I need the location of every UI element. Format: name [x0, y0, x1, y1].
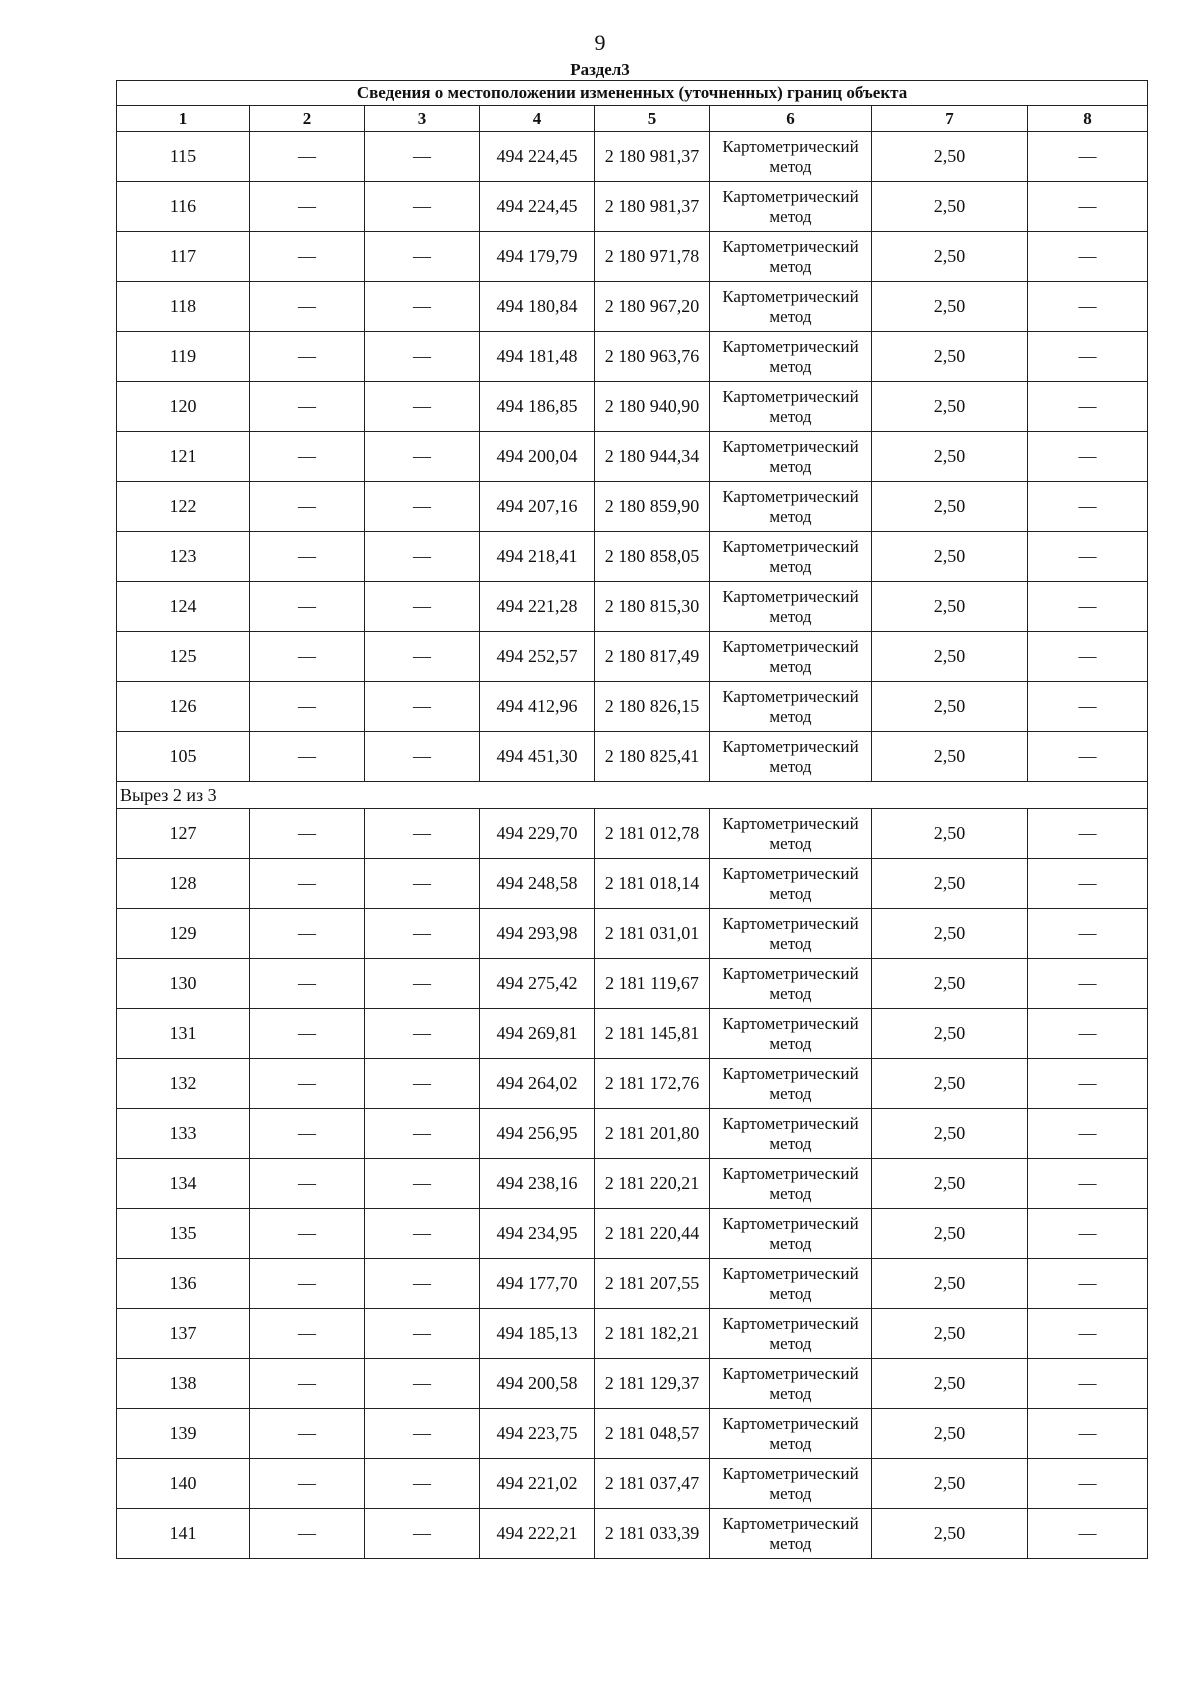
- table-row: [117, 1259, 1148, 1309]
- method-cell: Картометрический метод: [710, 1059, 872, 1109]
- point-number-cell: 117: [117, 232, 250, 282]
- section-label: Вырез 2 из 3: [117, 782, 1148, 809]
- point-number-cell: 138: [117, 1359, 250, 1409]
- table-title: Сведения о местоположении измененных (уточненных) границ объекта: [117, 81, 1148, 106]
- point-number-cell: 139: [117, 1409, 250, 1459]
- empty-dash-cell: —: [365, 682, 480, 732]
- empty-dash-cell: —: [1028, 332, 1148, 382]
- table-row: [117, 682, 1148, 732]
- y-coordinate-cell: 2 180 858,05: [595, 532, 710, 582]
- x-coordinate-cell: 494 275,42: [480, 959, 595, 1009]
- method-cell: Картометрический метод: [710, 809, 872, 859]
- empty-dash-cell: —: [365, 382, 480, 432]
- empty-dash-cell: —: [365, 332, 480, 382]
- y-coordinate-cell: 2 181 182,21: [595, 1309, 710, 1359]
- column-number: 3: [365, 106, 480, 132]
- empty-dash-cell: —: [365, 859, 480, 909]
- method-cell: Картометрический метод: [710, 632, 872, 682]
- method-cell: Картометрический метод: [710, 582, 872, 632]
- method-cell: Картометрический метод: [710, 282, 872, 332]
- empty-dash-cell: —: [250, 1009, 365, 1059]
- y-coordinate-cell: 2 181 129,37: [595, 1359, 710, 1409]
- method-cell: Картометрический метод: [710, 232, 872, 282]
- table-row: [117, 1159, 1148, 1209]
- method-cell: Картометрический метод: [710, 1209, 872, 1259]
- x-coordinate-cell: 494 293,98: [480, 909, 595, 959]
- column-number: 6: [710, 106, 872, 132]
- point-number-cell: 118: [117, 282, 250, 332]
- empty-dash-cell: —: [1028, 1259, 1148, 1309]
- method-cell: Картометрический метод: [710, 1309, 872, 1359]
- empty-dash-cell: —: [365, 632, 480, 682]
- empty-dash-cell: —: [1028, 1459, 1148, 1509]
- y-coordinate-cell: 2 181 048,57: [595, 1409, 710, 1459]
- x-coordinate-cell: 494 177,70: [480, 1259, 595, 1309]
- precision-cell: 2,50: [872, 1109, 1028, 1159]
- column-number: 2: [250, 106, 365, 132]
- column-number: 5: [595, 106, 710, 132]
- empty-dash-cell: —: [250, 1209, 365, 1259]
- empty-dash-cell: —: [250, 1309, 365, 1359]
- empty-dash-cell: —: [365, 482, 480, 532]
- table-row: [117, 582, 1148, 632]
- y-coordinate-cell: 2 180 826,15: [595, 682, 710, 732]
- precision-cell: 2,50: [872, 1459, 1028, 1509]
- empty-dash-cell: —: [365, 1109, 480, 1159]
- table-row: [117, 959, 1148, 1009]
- precision-cell: 2,50: [872, 632, 1028, 682]
- empty-dash-cell: —: [250, 1509, 365, 1559]
- precision-cell: 2,50: [872, 809, 1028, 859]
- x-coordinate-cell: 494 269,81: [480, 1009, 595, 1059]
- precision-cell: 2,50: [872, 282, 1028, 332]
- empty-dash-cell: —: [365, 1509, 480, 1559]
- table-body: [117, 132, 1148, 1559]
- empty-dash-cell: —: [250, 632, 365, 682]
- point-number-cell: 132: [117, 1059, 250, 1109]
- empty-dash-cell: —: [250, 859, 365, 909]
- empty-dash-cell: —: [1028, 1309, 1148, 1359]
- table-row: [117, 1109, 1148, 1159]
- empty-dash-cell: —: [1028, 732, 1148, 782]
- precision-cell: 2,50: [872, 532, 1028, 582]
- point-number-cell: 136: [117, 1259, 250, 1309]
- precision-cell: 2,50: [872, 1209, 1028, 1259]
- empty-dash-cell: —: [1028, 682, 1148, 732]
- empty-dash-cell: —: [250, 1109, 365, 1159]
- empty-dash-cell: —: [250, 282, 365, 332]
- empty-dash-cell: —: [250, 532, 365, 582]
- column-number: 1: [117, 106, 250, 132]
- empty-dash-cell: —: [1028, 482, 1148, 532]
- point-number-cell: 129: [117, 909, 250, 959]
- empty-dash-cell: —: [250, 132, 365, 182]
- empty-dash-cell: —: [250, 959, 365, 1009]
- empty-dash-cell: —: [365, 732, 480, 782]
- table-row: [117, 382, 1148, 432]
- method-cell: Картометрический метод: [710, 1459, 872, 1509]
- empty-dash-cell: —: [365, 1259, 480, 1309]
- point-number-cell: 124: [117, 582, 250, 632]
- empty-dash-cell: —: [1028, 809, 1148, 859]
- empty-dash-cell: —: [365, 432, 480, 482]
- table-row: [117, 432, 1148, 482]
- x-coordinate-cell: 494 234,95: [480, 1209, 595, 1259]
- column-number-row: [117, 106, 1148, 132]
- x-coordinate-cell: 494 224,45: [480, 132, 595, 182]
- table-row: [117, 132, 1148, 182]
- empty-dash-cell: —: [365, 282, 480, 332]
- method-cell: Картометрический метод: [710, 1259, 872, 1309]
- empty-dash-cell: —: [365, 232, 480, 282]
- method-cell: Картометрический метод: [710, 1409, 872, 1459]
- precision-cell: 2,50: [872, 132, 1028, 182]
- empty-dash-cell: —: [365, 1309, 480, 1359]
- empty-dash-cell: —: [250, 732, 365, 782]
- empty-dash-cell: —: [365, 582, 480, 632]
- precision-cell: 2,50: [872, 332, 1028, 382]
- y-coordinate-cell: 2 180 967,20: [595, 282, 710, 332]
- empty-dash-cell: —: [365, 1059, 480, 1109]
- precision-cell: 2,50: [872, 859, 1028, 909]
- column-number: 4: [480, 106, 595, 132]
- point-number-cell: 121: [117, 432, 250, 482]
- table-row: [117, 732, 1148, 782]
- empty-dash-cell: —: [365, 132, 480, 182]
- column-number: 8: [1028, 106, 1148, 132]
- empty-dash-cell: —: [250, 382, 365, 432]
- x-coordinate-cell: 494 181,48: [480, 332, 595, 382]
- empty-dash-cell: —: [250, 182, 365, 232]
- method-cell: Картометрический метод: [710, 132, 872, 182]
- table-row: [117, 1059, 1148, 1109]
- empty-dash-cell: —: [250, 809, 365, 859]
- empty-dash-cell: —: [365, 959, 480, 1009]
- method-cell: Картометрический метод: [710, 382, 872, 432]
- point-number-cell: 126: [117, 682, 250, 732]
- y-coordinate-cell: 2 181 119,67: [595, 959, 710, 1009]
- precision-cell: 2,50: [872, 1309, 1028, 1359]
- y-coordinate-cell: 2 181 033,39: [595, 1509, 710, 1559]
- y-coordinate-cell: 2 180 825,41: [595, 732, 710, 782]
- table-row: [117, 1459, 1148, 1509]
- precision-cell: 2,50: [872, 432, 1028, 482]
- empty-dash-cell: —: [250, 682, 365, 732]
- point-number-cell: 120: [117, 382, 250, 432]
- empty-dash-cell: —: [250, 582, 365, 632]
- point-number-cell: 133: [117, 1109, 250, 1159]
- empty-dash-cell: —: [365, 1209, 480, 1259]
- empty-dash-cell: —: [1028, 132, 1148, 182]
- table-row: [117, 332, 1148, 382]
- x-coordinate-cell: 494 186,85: [480, 382, 595, 432]
- method-cell: Картометрический метод: [710, 1009, 872, 1059]
- method-cell: Картометрический метод: [710, 959, 872, 1009]
- point-number-cell: 119: [117, 332, 250, 382]
- point-number-cell: 134: [117, 1159, 250, 1209]
- table-row: [117, 1359, 1148, 1409]
- point-number-cell: 116: [117, 182, 250, 232]
- precision-cell: 2,50: [872, 682, 1028, 732]
- method-cell: Картометрический метод: [710, 859, 872, 909]
- precision-cell: 2,50: [872, 232, 1028, 282]
- x-coordinate-cell: 494 200,04: [480, 432, 595, 482]
- empty-dash-cell: —: [365, 532, 480, 582]
- y-coordinate-cell: 2 181 220,44: [595, 1209, 710, 1259]
- precision-cell: 2,50: [872, 909, 1028, 959]
- table-row: [117, 232, 1148, 282]
- table-row: [117, 482, 1148, 532]
- empty-dash-cell: —: [1028, 959, 1148, 1009]
- empty-dash-cell: —: [365, 909, 480, 959]
- table-row: [117, 809, 1148, 859]
- empty-dash-cell: —: [1028, 532, 1148, 582]
- precision-cell: 2,50: [872, 1059, 1028, 1109]
- empty-dash-cell: —: [365, 1409, 480, 1459]
- x-coordinate-cell: 494 264,02: [480, 1059, 595, 1109]
- point-number-cell: 141: [117, 1509, 250, 1559]
- empty-dash-cell: —: [1028, 282, 1148, 332]
- x-coordinate-cell: 494 229,70: [480, 809, 595, 859]
- y-coordinate-cell: 2 181 207,55: [595, 1259, 710, 1309]
- point-number-cell: 140: [117, 1459, 250, 1509]
- x-coordinate-cell: 494 248,58: [480, 859, 595, 909]
- x-coordinate-cell: 494 222,21: [480, 1509, 595, 1559]
- precision-cell: 2,50: [872, 732, 1028, 782]
- precision-cell: 2,50: [872, 482, 1028, 532]
- method-cell: Картометрический метод: [710, 1359, 872, 1409]
- x-coordinate-cell: 494 223,75: [480, 1409, 595, 1459]
- empty-dash-cell: —: [250, 332, 365, 382]
- point-number-cell: 123: [117, 532, 250, 582]
- table-row: [117, 1309, 1148, 1359]
- empty-dash-cell: —: [250, 432, 365, 482]
- empty-dash-cell: —: [1028, 1509, 1148, 1559]
- empty-dash-cell: —: [250, 1409, 365, 1459]
- x-coordinate-cell: 494 412,96: [480, 682, 595, 732]
- coordinates-table: [116, 80, 1148, 1559]
- precision-cell: 2,50: [872, 1509, 1028, 1559]
- empty-dash-cell: —: [1028, 582, 1148, 632]
- x-coordinate-cell: 494 256,95: [480, 1109, 595, 1159]
- y-coordinate-cell: 2 180 859,90: [595, 482, 710, 532]
- x-coordinate-cell: 494 179,79: [480, 232, 595, 282]
- precision-cell: 2,50: [872, 582, 1028, 632]
- table-row: [117, 909, 1148, 959]
- empty-dash-cell: —: [250, 909, 365, 959]
- method-cell: Картометрический метод: [710, 1109, 872, 1159]
- page-number: 9: [594, 30, 606, 55]
- precision-cell: 2,50: [872, 1009, 1028, 1059]
- y-coordinate-cell: 2 180 981,37: [595, 132, 710, 182]
- y-coordinate-cell: 2 181 145,81: [595, 1009, 710, 1059]
- method-cell: Картометрический метод: [710, 1159, 872, 1209]
- x-coordinate-cell: 494 207,16: [480, 482, 595, 532]
- x-coordinate-cell: 494 221,28: [480, 582, 595, 632]
- point-number-cell: 115: [117, 132, 250, 182]
- empty-dash-cell: —: [365, 1159, 480, 1209]
- x-coordinate-cell: 494 185,13: [480, 1309, 595, 1359]
- point-number-cell: 122: [117, 482, 250, 532]
- empty-dash-cell: —: [1028, 382, 1148, 432]
- y-coordinate-cell: 2 180 817,49: [595, 632, 710, 682]
- point-number-cell: 135: [117, 1209, 250, 1259]
- precision-cell: 2,50: [872, 959, 1028, 1009]
- empty-dash-cell: —: [250, 1359, 365, 1409]
- empty-dash-cell: —: [1028, 1359, 1148, 1409]
- y-coordinate-cell: 2 181 220,21: [595, 1159, 710, 1209]
- point-number-cell: 125: [117, 632, 250, 682]
- empty-dash-cell: —: [1028, 1409, 1148, 1459]
- y-coordinate-cell: 2 180 944,34: [595, 432, 710, 482]
- method-cell: Картометрический метод: [710, 482, 872, 532]
- method-cell: Картометрический метод: [710, 1509, 872, 1559]
- method-cell: Картометрический метод: [710, 432, 872, 482]
- y-coordinate-cell: 2 181 172,76: [595, 1059, 710, 1109]
- point-number-cell: 128: [117, 859, 250, 909]
- empty-dash-cell: —: [250, 1059, 365, 1109]
- empty-dash-cell: —: [1028, 232, 1148, 282]
- empty-dash-cell: —: [1028, 1009, 1148, 1059]
- empty-dash-cell: —: [365, 809, 480, 859]
- x-coordinate-cell: 494 221,02: [480, 1459, 595, 1509]
- precision-cell: 2,50: [872, 1159, 1028, 1209]
- y-coordinate-cell: 2 181 018,14: [595, 859, 710, 909]
- method-cell: Картометрический метод: [710, 532, 872, 582]
- table-row: [117, 1509, 1148, 1559]
- x-coordinate-cell: 494 200,58: [480, 1359, 595, 1409]
- method-cell: Картометрический метод: [710, 332, 872, 382]
- empty-dash-cell: —: [1028, 1159, 1148, 1209]
- y-coordinate-cell: 2 181 201,80: [595, 1109, 710, 1159]
- empty-dash-cell: —: [250, 482, 365, 532]
- x-coordinate-cell: 494 180,84: [480, 282, 595, 332]
- table-row: [117, 859, 1148, 909]
- column-number: 7: [872, 106, 1028, 132]
- empty-dash-cell: —: [1028, 859, 1148, 909]
- y-coordinate-cell: 2 181 037,47: [595, 1459, 710, 1509]
- empty-dash-cell: —: [1028, 909, 1148, 959]
- point-number-cell: 131: [117, 1009, 250, 1059]
- table-row: [117, 182, 1148, 232]
- point-number-cell: 130: [117, 959, 250, 1009]
- empty-dash-cell: —: [365, 182, 480, 232]
- section-title: Раздел3: [570, 60, 630, 79]
- empty-dash-cell: —: [250, 232, 365, 282]
- empty-dash-cell: —: [365, 1009, 480, 1059]
- empty-dash-cell: —: [250, 1459, 365, 1509]
- empty-dash-cell: —: [365, 1359, 480, 1409]
- x-coordinate-cell: 494 252,57: [480, 632, 595, 682]
- y-coordinate-cell: 2 180 981,37: [595, 182, 710, 232]
- empty-dash-cell: —: [250, 1259, 365, 1309]
- table-row: [117, 1209, 1148, 1259]
- point-number-cell: 105: [117, 732, 250, 782]
- y-coordinate-cell: 2 180 963,76: [595, 332, 710, 382]
- point-number-cell: 127: [117, 809, 250, 859]
- empty-dash-cell: —: [1028, 182, 1148, 232]
- y-coordinate-cell: 2 180 815,30: [595, 582, 710, 632]
- empty-dash-cell: —: [1028, 1109, 1148, 1159]
- table-row: [117, 1409, 1148, 1459]
- empty-dash-cell: —: [1028, 632, 1148, 682]
- y-coordinate-cell: 2 181 012,78: [595, 809, 710, 859]
- precision-cell: 2,50: [872, 1409, 1028, 1459]
- table-row: [117, 632, 1148, 682]
- point-number-cell: 137: [117, 1309, 250, 1359]
- y-coordinate-cell: 2 181 031,01: [595, 909, 710, 959]
- table-row: [117, 532, 1148, 582]
- table-row: [117, 1009, 1148, 1059]
- precision-cell: 2,50: [872, 182, 1028, 232]
- y-coordinate-cell: 2 180 971,78: [595, 232, 710, 282]
- precision-cell: 2,50: [872, 1359, 1028, 1409]
- precision-cell: 2,50: [872, 1259, 1028, 1309]
- table-row: [117, 282, 1148, 332]
- method-cell: Картометрический метод: [710, 182, 872, 232]
- x-coordinate-cell: 494 451,30: [480, 732, 595, 782]
- precision-cell: 2,50: [872, 382, 1028, 432]
- empty-dash-cell: —: [1028, 1059, 1148, 1109]
- x-coordinate-cell: 494 224,45: [480, 182, 595, 232]
- empty-dash-cell: —: [1028, 432, 1148, 482]
- section-row: [117, 782, 1148, 809]
- method-cell: Картометрический метод: [710, 682, 872, 732]
- empty-dash-cell: —: [365, 1459, 480, 1509]
- empty-dash-cell: —: [1028, 1209, 1148, 1259]
- x-coordinate-cell: 494 238,16: [480, 1159, 595, 1209]
- x-coordinate-cell: 494 218,41: [480, 532, 595, 582]
- y-coordinate-cell: 2 180 940,90: [595, 382, 710, 432]
- method-cell: Картометрический метод: [710, 732, 872, 782]
- method-cell: Картометрический метод: [710, 909, 872, 959]
- empty-dash-cell: —: [250, 1159, 365, 1209]
